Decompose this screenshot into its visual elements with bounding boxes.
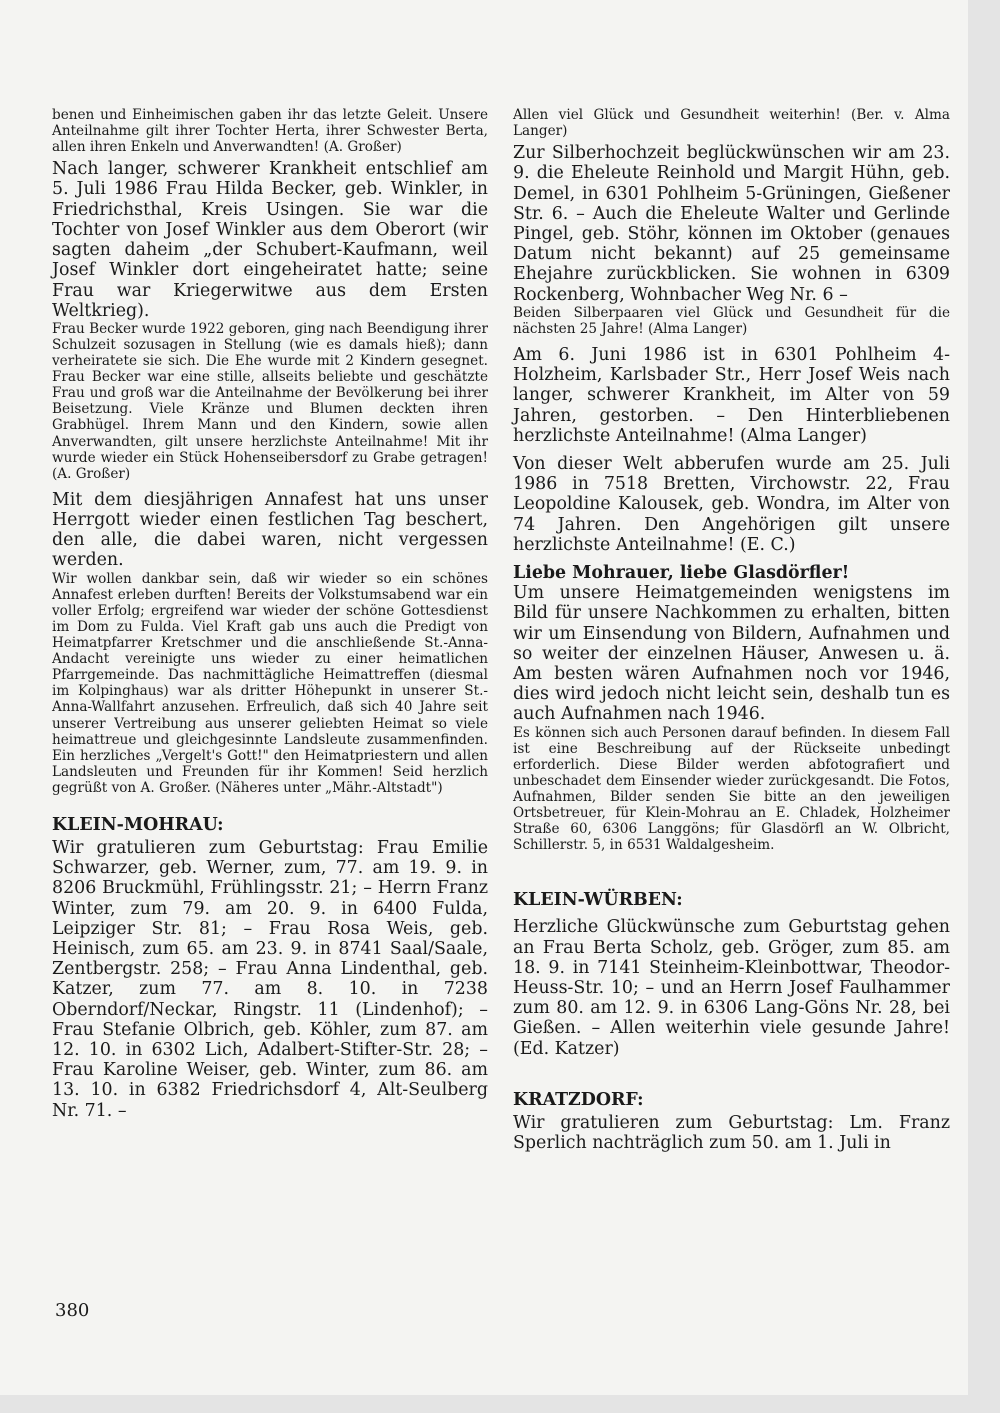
photo-appeal-details: Es können sich auch Personen darauf befinden. In diesem Fall ist eine Beschreibung auf der Rückseite unbedingt erforderlich. Diese Bilder werden abfotografiert und unbeschadet dem Einsender wieder zurückgesandt. Die Fotos, Aufnahmen, Bilder senden Sie bitte an den jeweiligen Ortsbetreuer, für Klein-Mohrau an E. Chladek, Holzheimer Straße 60, 6306 Langgöns; für Glasdörfl an W. Olbricht, Schillerstr. 5, in 6531 Waldalgesheim. bbox=[513, 724, 950, 854]
silver-wedding-wishes: Beiden Silberpaaren viel Glück und Gesundheit für die nächsten 25 Jahre! (Alma Langer) bbox=[513, 304, 950, 337]
silver-wedding-announcement: Zur Silberhochzeit beglückwünschen wir am 23. 9. die Eheleute Reinhold und Margit Hühn, geb. Demel, in 6301 Pohlheim 5-Grüningen, Gießener Str. 6. – Auch die Eheleute Walter und Gerlinde Pingel, geb. Stöhr, können im Oktober (genaues Datum nicht bekannt) auf 25 gemeinsame Ehejahre zurückblicken. Sie wohnen in 6309 Rockenberg, Wohnbacher Weg Nr. 6 – bbox=[513, 143, 950, 305]
kratzdorf-birthdays: Wir gratulieren zum Geburtstag: Lm. Franz Sperlich nachträglich zum 50. am 1. Juli in bbox=[513, 1112, 950, 1154]
annafest-report: Wir wollen dankbar sein, daß wir wieder so ein schönes Annafest erleben durften! Bereits der Volkstumsabend war ein voller Erfolg; ergreifend war wieder der schöne Gottesdienst im Dom zu Fulda. Viel Kraft gab uns auch die Predigt von Heimatpfarrer Kretschmer und die anschließende St.-Anna-Andacht vereinigte uns wieder zu einer heimatlichen Pfarrgemeinde. Das nachmittägliche Heimattreffen (diesmal im Kolpinghaus) war als dritter Höhepunkt in unserer St.-Anna-Wallfahrt anzusehen. Erfreulich, daß sich 40 Jahre seit unserer Vertreibung aus unserer geliebten Heimat so viele heimattreue und gleichgesinnte Landsleute zusammenfinden. Ein herzliches „Vergelt's Gott!" den Heimatpriestern und allen Landsleuten und Freunden für ihr Kommen! Seid herzlich gegrüßt von A. Großer. (Näheres unter „Mähr.-Altstadt") bbox=[52, 570, 488, 796]
obituary-leopoldine-kalousek: Von dieser Welt abberufen wurde am 25. Juli 1986 in 7518 Bretten, Virchowstr. 22, Frau Leopoldine Kalousek, geb. Wondra, im Alter von 74 Jahren. Den Angehörigen gilt unsere herzlichste Anteilnahme! (E. C.) bbox=[513, 454, 950, 555]
section-heading-klein-mohrau: KLEIN-MOHRAU: bbox=[52, 814, 224, 835]
section-heading-klein-wuerben: KLEIN-WÜRBEN: bbox=[513, 890, 683, 911]
appeal-greeting: Liebe Mohrauer, liebe Glasdörfler! bbox=[513, 563, 850, 584]
right-column bbox=[513, 107, 950, 1153]
wishes-closing: Allen viel Glück und Gesundheit weiterhin! (Ber. v. Alma Langer) bbox=[513, 107, 950, 140]
left-column bbox=[52, 107, 488, 1121]
page-number: 380 bbox=[55, 1300, 90, 1321]
obituary-hilda-becker-details: Frau Becker wurde 1922 geboren, ging nach Beendigung ihrer Schulzeit sozusagen in Stellung (wie es damals hieß); dann verheiratete sie sich. Die Ehe wurde mit 2 Kindern gesegnet. Frau Becker war eine stille, allseits beliebte und geschätzte Frau und groß war die Anteilnahme der Bevölkerung bei ihrer Beisetzung. Viele Kränze und Blumen deckten ihren Grabhügel. Ihrem Mann und den Kindern, sowie allen Anverwandten, gilt unsere herzlichste Anteilnahme! Mit ihr wurde wieder ein Stück Hohenseibersdorf zu Grabe getragen! (A. Großer) bbox=[52, 320, 488, 482]
klein-wuerben-birthdays: Herzliche Glückwünsche zum Geburtstag gehen an Frau Berta Scholz, geb. Gröger, zum 85. am 18. 9. in 7141 Steinheim-Kleinbottwar, Theodor-Heuss-Str. 10; – und an Herrn Josef Faulhammer zum 80. am 12. 9. in 6306 Lang-Göns Nr. 28, bei Gießen. – Allen weiterhin viele gesunde Jahre! (Ed. Katzer) bbox=[513, 917, 950, 1059]
section-heading-kratzdorf: KRATZDORF: bbox=[513, 1089, 644, 1110]
obituary-continuation: benen und Einheimischen gaben ihr das letzte Geleit. Unsere Anteilnahme gilt ihrer Tochter Herta, ihrer Schwester Berta, allen ihren Enkeln und Anverwandten! (A. Großer) bbox=[52, 107, 488, 156]
obituary-hilda-becker: Nach langer, schwerer Krankheit entschlief am 5. Juli 1986 Frau Hilda Becker, geb. Winkler, in Friedrichsthal, Kreis Usingen. Sie war die Tochter von Josef Winkler aus dem Oberort (wir sagten daheim „der Schubert-Kaufmann, weil Josef Winkler dort eingeheiratet hatte; seine Frau war Kriegerwitwe aus dem Ersten Weltkrieg). bbox=[52, 159, 488, 321]
photo-appeal: Um unsere Heimatgemeinden wenigstens im Bild für unsere Nachkommen zu erhalten, bitten wir um Einsendung von Bildern, Aufnahmen und so weiter der einzelnen Häuser, Anwesen u. ä. Am besten wären Aufnahmen noch vor 1946, dies wird jedoch nicht leicht sein, deshalb tun es auch Aufnahmen nach 1946. bbox=[513, 583, 950, 725]
annafest-intro: Mit dem diesjährigen Annafest hat uns unser Herrgott wieder einen festlichen Tag beschert, den alle, die dabei waren, nicht vergessen werden. bbox=[52, 489, 488, 571]
obituary-josef-weis: Am 6. Juni 1986 ist in 6301 Pohlheim 4-Holzheim, Karlsbader Str., Herr Josef Weis nach langer, schwerer Krankheit, im Alter von 59 Jahren, gestorben. – Den Hinterbliebenen herzlichste Anteilnahme! (Alma Langer) bbox=[513, 345, 950, 446]
klein-mohrau-birthdays: Wir gratulieren zum Geburtstag: Frau Emilie Schwarzer, geb. Werner, zum, 77. am 19. 9. in 8206 Bruckmühl, Frühlingsstr. 21; – Herrn Franz Winter, zum 79. am 20. 9. in 6400 Fulda, Leipziger Str. 81; – Frau Rosa Weis, geb. Heinisch, zum 65. am 23. 9. in 8741 Saal/Saale, Zentbergstr. 258; – Frau Anna Lindenthal, geb. Katzer, zum 77. am 8. 10. in 7238 Oberndorf/Neckar, Ringstr. 11 (Lindenhof); – Frau Stefanie Olbrich, geb. Köhler, zum 87. am 12. 10. in 6302 Lich, Adalbert-Stifter-Str. 28; – Frau Karoline Weiser, geb. Winter, zum 86. am 13. 10. in 6382 Friedrichsdorf 4, Alt-Seulberg Nr. 71. – bbox=[52, 837, 488, 1121]
